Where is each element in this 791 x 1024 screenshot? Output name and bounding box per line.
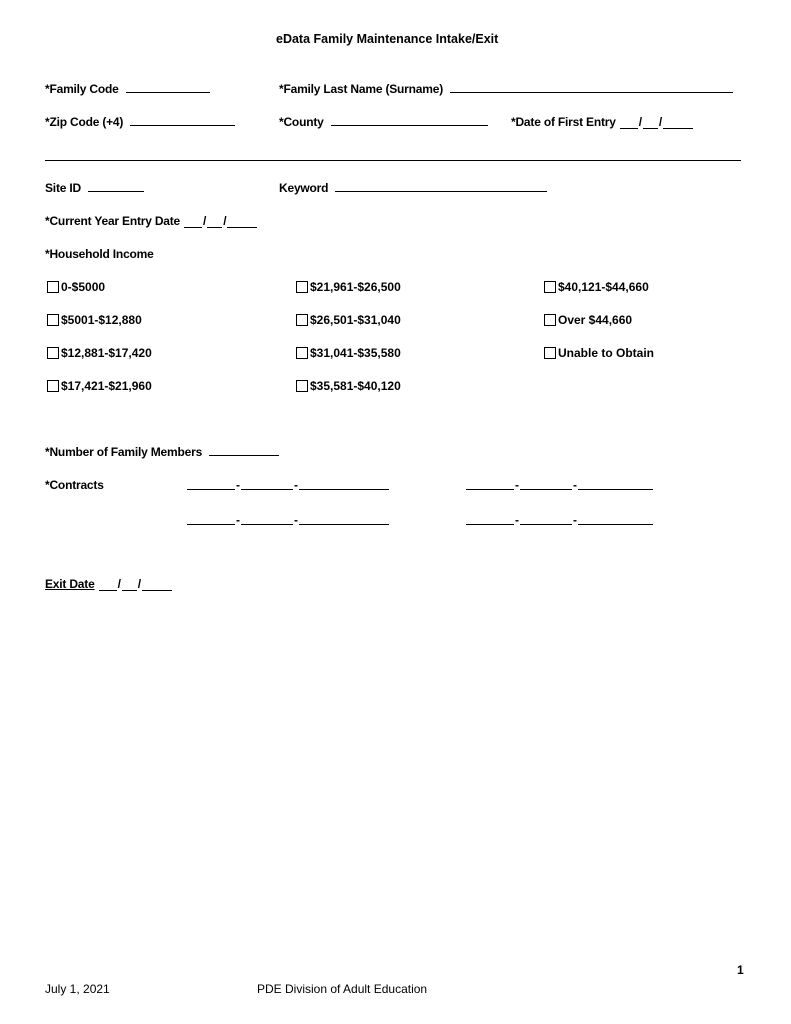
income-option[interactable]: $17,421-$21,960 (47, 379, 152, 393)
income-option[interactable]: $12,881-$17,420 (47, 346, 152, 360)
family-members-label: *Number of Family Members (45, 445, 203, 459)
family-code-row (45, 82, 210, 96)
checkbox-icon[interactable] (296, 281, 308, 293)
checkbox-icon[interactable] (544, 281, 556, 293)
income-option[interactable]: $5001-$12,880 (47, 313, 142, 327)
county-field[interactable] (331, 115, 488, 126)
exit-date-label: Exit Date (45, 577, 95, 591)
current-year-entry-field[interactable]: / / (184, 214, 257, 228)
footer-date: July 1, 2021 (45, 982, 110, 996)
income-option[interactable]: Over $44,660 (544, 313, 632, 327)
contract-field[interactable]: - - (466, 514, 653, 525)
checkbox-icon[interactable] (47, 281, 59, 293)
exit-date-row (45, 577, 172, 591)
income-option[interactable]: $40,121-$44,660 (544, 280, 649, 294)
family-code-field[interactable] (126, 82, 210, 93)
checkbox-icon[interactable] (47, 314, 59, 326)
site-id-field[interactable] (88, 181, 144, 192)
income-option[interactable]: $21,961-$26,500 (296, 280, 401, 294)
income-option[interactable]: $35,581-$40,120 (296, 379, 401, 393)
family-members-field[interactable] (209, 445, 279, 456)
checkbox-icon[interactable] (544, 314, 556, 326)
keyword-label: Keyword (279, 181, 329, 195)
checkbox-icon[interactable] (47, 380, 59, 392)
date-first-entry-label: *Date of First Entry (511, 115, 616, 129)
zip-code-row (45, 115, 235, 129)
date-first-entry-row (511, 115, 693, 129)
contract-field[interactable]: - - (187, 479, 389, 490)
keyword-field[interactable] (335, 181, 547, 192)
income-option[interactable]: Unable to Obtain (544, 346, 654, 360)
household-income-label: *Household Income (45, 247, 154, 261)
family-last-name-field[interactable] (450, 82, 733, 93)
keyword-row (279, 181, 547, 195)
family-code-label: *Family Code (45, 82, 119, 96)
family-last-name-label: *Family Last Name (Surname) (279, 82, 443, 96)
contracts-label: *Contracts (45, 478, 104, 492)
checkbox-icon[interactable] (47, 347, 59, 359)
current-year-entry-label: *Current Year Entry Date (45, 214, 181, 228)
income-option[interactable]: 0-$5000 (47, 280, 105, 294)
page-number: 1 (737, 963, 744, 977)
contract-field[interactable]: - - (466, 479, 653, 490)
current-year-entry-row (45, 214, 257, 228)
date-first-entry-field[interactable]: / / (620, 115, 693, 129)
family-members-row (45, 445, 279, 459)
section-divider (45, 160, 741, 161)
checkbox-icon[interactable] (296, 347, 308, 359)
checkbox-icon[interactable] (296, 314, 308, 326)
site-id-row (45, 181, 144, 195)
footer-organization: PDE Division of Adult Education (257, 982, 428, 996)
county-label: *County (279, 115, 324, 129)
checkbox-icon[interactable] (544, 347, 556, 359)
zip-code-field[interactable] (130, 115, 235, 126)
contract-field[interactable]: - - (187, 514, 389, 525)
zip-code-label: *Zip Code (+4) (45, 115, 124, 129)
form-title: eData Family Maintenance Intake/Exit (276, 32, 499, 46)
family-last-name-row (279, 82, 733, 96)
income-option[interactable]: $31,041-$35,580 (296, 346, 401, 360)
checkbox-icon[interactable] (296, 380, 308, 392)
exit-date-field[interactable]: / / (99, 577, 172, 591)
income-option[interactable]: $26,501-$31,040 (296, 313, 401, 327)
county-row (279, 115, 488, 129)
site-id-label: Site ID (45, 181, 81, 195)
